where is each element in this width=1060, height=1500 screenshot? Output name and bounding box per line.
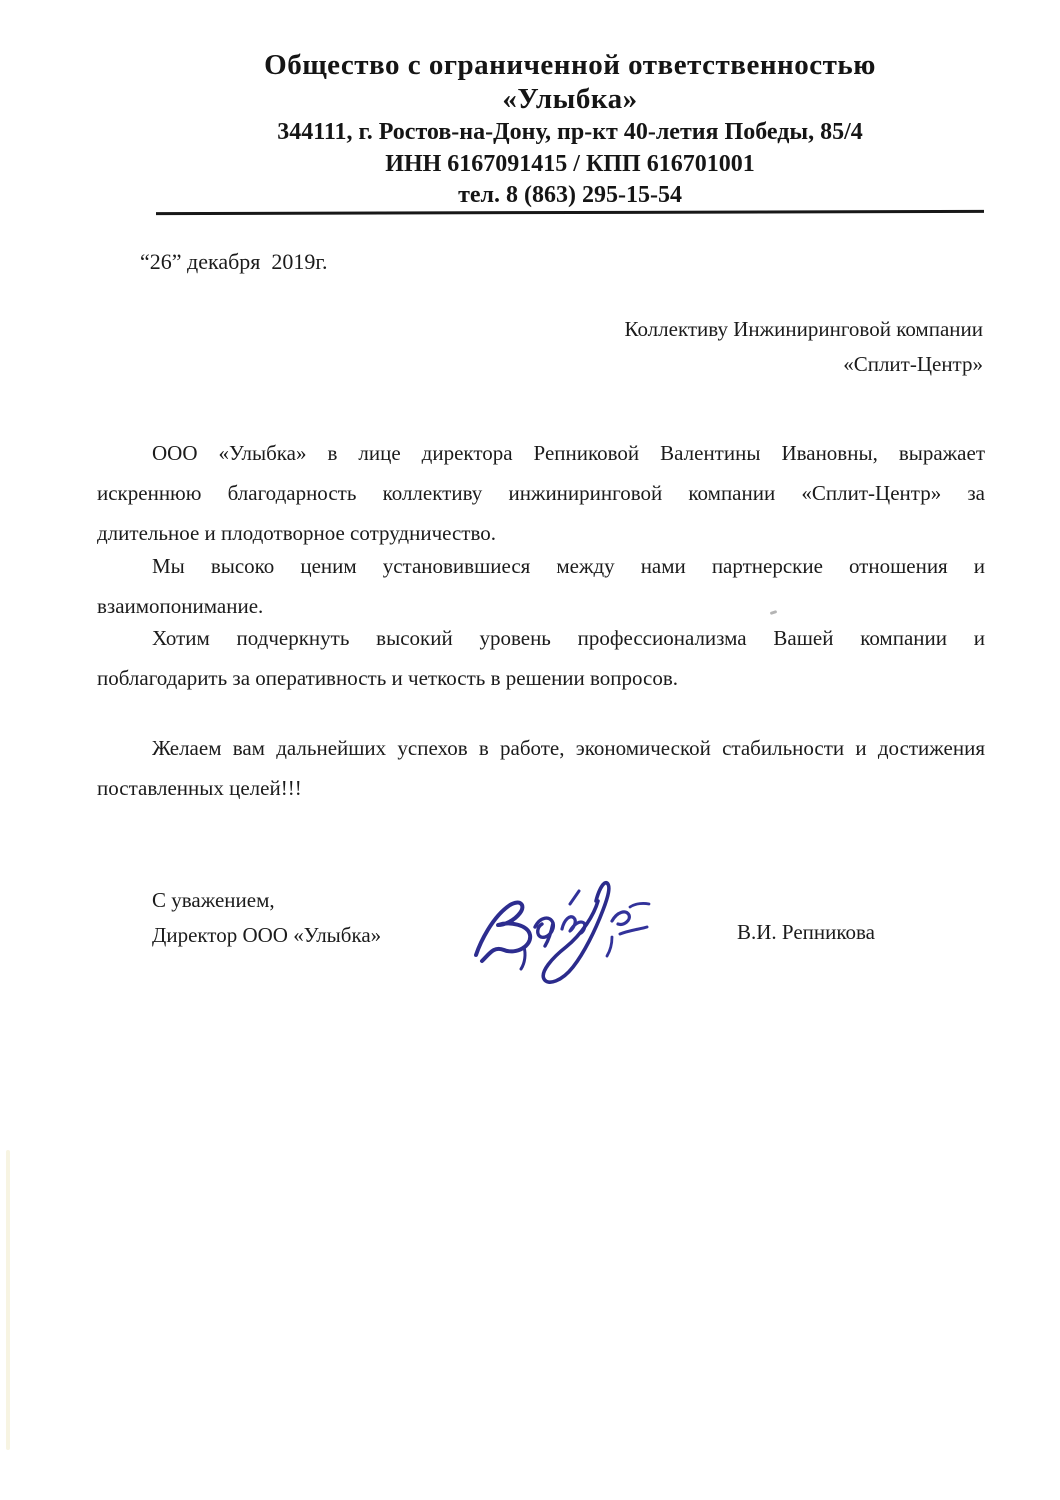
signer-name: В.И. Репникова	[737, 920, 875, 944]
org-type-line: Общество с ограниченной ответственностью	[264, 49, 876, 81]
recipient-block	[520, 312, 983, 382]
body-line: Желаем вам дальнейших успехов в работе, экономической стабильности и достижения	[152, 736, 985, 760]
date-line: “26” декабря 2019г.	[140, 249, 328, 274]
body-line: искреннюю благодарность коллективу инжиниринговой компании «Сплит-Центр» за	[97, 481, 985, 505]
paragraph-3	[97, 618, 985, 698]
scan-edge-streak	[6, 1150, 10, 1450]
recipient-line-1: Коллективу Инжиниринговой компании	[624, 317, 983, 341]
recipient-line-2: «Сплит-Центр»	[843, 352, 983, 376]
inn-kpp-line: ИНН 6167091415 / КПП 616701001	[385, 151, 755, 177]
phone-line: тел. 8 (863) 295-15-54	[458, 182, 682, 208]
body-line: поставленных целей!!!	[97, 776, 302, 800]
body-line: Хотим подчеркнуть высокий уровень профессионализма Вашей компании и	[152, 626, 985, 650]
closing-regards: С уважением,	[152, 888, 275, 912]
body-line: взаимопонимание.	[97, 594, 264, 618]
body-line: поблагодарить за оперативность и четкость в решении вопросов.	[97, 666, 679, 690]
paragraph-2	[97, 546, 985, 626]
body-line: Мы высоко ценим установившиеся между нами партнерские отношения и	[152, 554, 985, 578]
closing-signer-title: Директор ООО «Улыбка»	[152, 923, 382, 947]
org-name-line: «Улыбка»	[502, 83, 638, 115]
address-line: 344111, г. Ростов-на-Дону, пр-кт 40-летия Победы, 85/4	[277, 119, 863, 145]
body-line: длительное и плодотворное сотрудничество.	[97, 521, 497, 545]
body-line: ООО «Улыбка» в лице директора Репниковой Валентины Ивановны, выражает	[152, 441, 985, 465]
paragraph-1	[97, 433, 985, 553]
handwritten-signature-icon	[440, 855, 680, 1000]
letterhead	[150, 48, 990, 211]
paragraph-4	[97, 728, 985, 808]
